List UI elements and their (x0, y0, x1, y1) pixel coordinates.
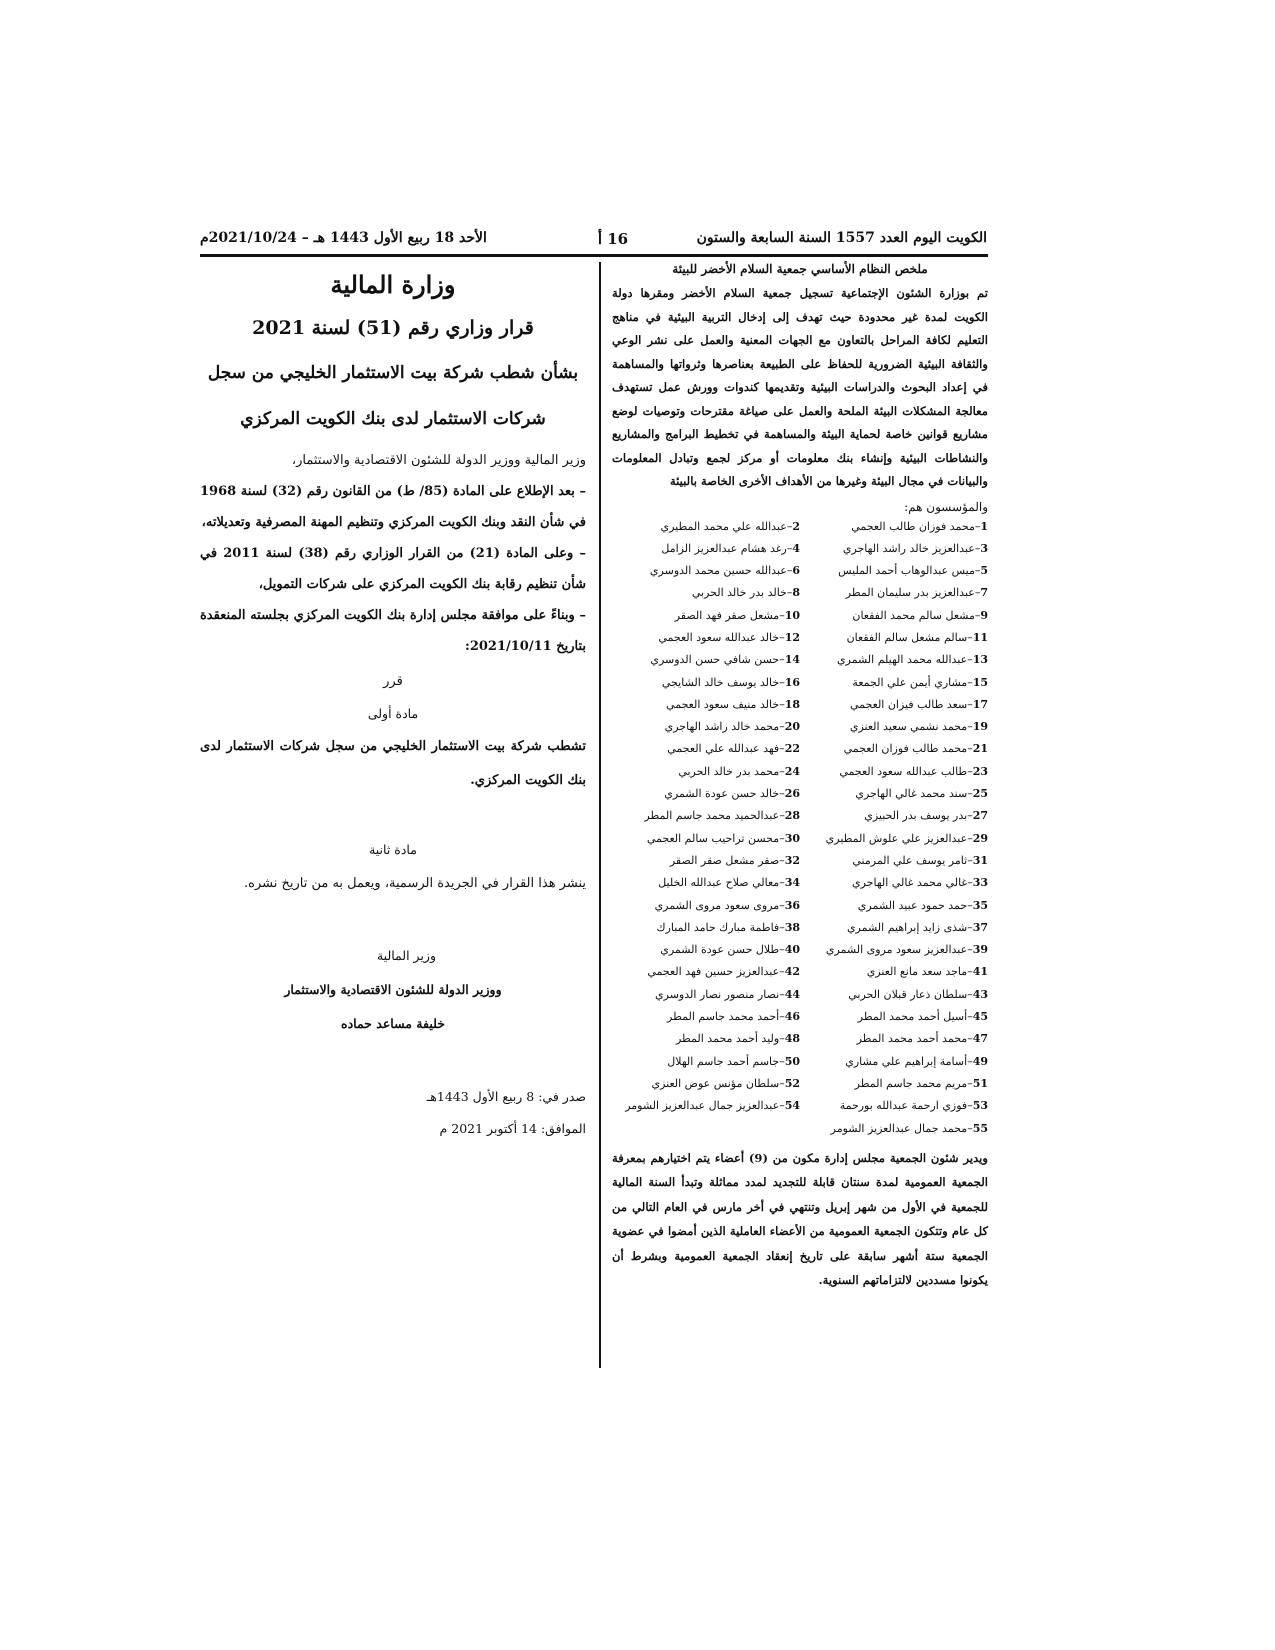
founder-number: 38 (784, 920, 800, 934)
left-column (200, 262, 586, 1145)
founder-name: رغد هشام عبدالعزيز الزامل (661, 541, 787, 555)
founder-number: 27 (972, 809, 988, 823)
founder-name: بدر يوسف بدر الحبيزي (864, 809, 968, 823)
founder-name: سند محمد غالي الهاجري (855, 787, 968, 801)
founder-item: 41–ماجد سعد مانع العنزي (866, 965, 988, 979)
founder-number: 2 (792, 519, 800, 533)
decision-subject-line2: شركات الاستثمار لدى بنك الكويت المركزي (240, 409, 546, 429)
founder-number: 3 (980, 541, 988, 555)
founder-number: 51 (972, 1076, 988, 1090)
founder-name: عبدالعزيز علي علوش المطيري (825, 831, 968, 845)
founder-name: فوزي ارحمة عبدالله بورحمة (839, 1099, 968, 1113)
founder-number: 10 (784, 608, 800, 622)
founder-item: 42–عبدالعزيز حسين فهد العجمي (647, 965, 800, 979)
founder-name: سعد طالب فيزان العجمي (850, 697, 968, 711)
founder-name: محمد طالب فوزان العجمي (843, 742, 968, 756)
founder-item: 49–أسامة إبراهيم علي مشاري (845, 1054, 988, 1068)
founder-name: عبدالله محمد الهيلم الشمري (836, 653, 968, 667)
founder-item: 46–أحمد محمد جاسم المطر (667, 1010, 800, 1024)
founder-number: 53 (972, 1099, 988, 1113)
recital-3: – وبناءً على موافقة مجلس إدارة بنك الكويت المركزي بجلسته المنعقدة بتاريخ 2021/10/11: (200, 608, 586, 654)
founder-number: 31 (972, 853, 988, 867)
founder-number: 14 (784, 653, 800, 667)
article-1-title: مادة أولى (367, 706, 419, 721)
founder-item: 45–أسيل أحمد محمد المطر (857, 1010, 988, 1024)
founder-number: 17 (972, 697, 988, 711)
founder-number: 47 (972, 1032, 988, 1046)
founder-name: جاسم أحمد جاسم الهلال (667, 1054, 780, 1068)
founder-number: 21 (972, 742, 988, 756)
recital-2: – وعلى المادة (21) من القرار الوزاري رقم (38) لسنة 2011 في شأن تنظيم رقابة بنك الكويت المركزي على شركات التمويل، (200, 546, 587, 592)
summary-paragraph: تم بوزارة الشئون الإجتماعية تسجيل جمعية السلام الأخضر ومقرها دولة الكويت لمدة غير محدودة حيث تهدف إلى إدخال التربية البيئية في مناهج التعليم لكافة المراحل بالتعاون مع الجهات المعنية والعمل على نشر الوعي والثقافة البيئية الضرورية للحفاظ على الطبيعة بعناصرها وثرواتها والمساهمة في إعداد البحوث والدراسات البيئية وتقديمها كندوات وورش عمل تستهدف معالجة المشكلات البيئة الملحة والعمل على صياغة مقترحات وتوصيات لوضع مشاريع قوانين خاصة لحماية البيئة والمساهمة في تخطيط البرامج والمشاريع والنشاطات البيئية وإنشاء بنك معلومات أو مركز لجمع وتبادل المعلومات والبيانات في مجال البيئة وغيرها من الأهداف الأخرى الخاصة بالبيئة (612, 286, 988, 488)
header-issue-info: الكويت اليوم العدد 1557 السنة السابعة والستون (696, 230, 987, 246)
founder-name: مروى سعود مروى الشمري (654, 898, 780, 912)
issued-date-hijri: صدر في: 8 ربيع الأول 1443هـ (426, 1089, 586, 1104)
founder-item: 13–عبدالله محمد الهيلم الشمري (836, 653, 988, 667)
signature-name: خليفة مساعد حماده (341, 1016, 445, 1031)
founder-number: 49 (972, 1054, 988, 1068)
founder-number: 8 (792, 586, 800, 600)
founder-name: عبدالله علي محمد المطيري (660, 519, 787, 533)
founder-item: 9–مشعل سالم محمد الفقعان (852, 608, 988, 622)
decided-label: قرر (383, 674, 403, 689)
founder-number: 50 (784, 1054, 800, 1068)
minister-intro: وزير المالية ووزير الدولة للشئون الاقتصادية والاستثمار، (291, 453, 586, 468)
founder-item: 12–خالد عبدالله سعود العجمي (658, 630, 800, 644)
founder-number: 25 (972, 787, 988, 801)
founder-number: 22 (784, 742, 800, 756)
founder-number: 54 (784, 1099, 800, 1113)
founder-item: 17–سعد طالب فيزان العجمي (850, 697, 988, 711)
founder-name: عبدالعزيز حسين فهد العجمي (647, 965, 780, 979)
founder-item: 16–خالد يوسف خالد الشايجي (661, 675, 800, 689)
founder-item: 29–عبدالعزيز علي علوش المطيري (825, 831, 988, 845)
founder-number: 15 (972, 675, 988, 689)
founder-number: 36 (784, 898, 800, 912)
founder-name: خالد بدر خالد الحربي (691, 586, 787, 600)
founder-number: 5 (980, 564, 988, 578)
founder-name: مريم محمد جاسم المطر (854, 1076, 968, 1090)
founder-item: 26–خالد حسن عودة الشمري (664, 787, 800, 801)
header-date: الأحد 18 ربيع الأول 1443 هـ – 2021/10/24م (200, 230, 487, 246)
founder-number: 13 (972, 653, 988, 667)
founder-number: 41 (972, 965, 988, 979)
founders-list (612, 516, 988, 1140)
founder-name: ماجد سعد مانع العنزي (866, 965, 968, 979)
founder-item: 10–مشعل صقر فهد الصقر (674, 608, 800, 622)
founder-name: مشعل صقر فهد الصقر (674, 608, 780, 622)
founder-number: 12 (784, 630, 800, 644)
founder-name: محمد فوزان طالب العجمي (851, 519, 975, 533)
founder-name: خالد يوسف خالد الشايجي (661, 675, 780, 689)
founder-number: 4 (792, 541, 800, 555)
founder-number: 52 (784, 1076, 800, 1090)
founder-name: سلطان مؤنس عوض العنزي (651, 1076, 780, 1090)
founder-name: سالم مشعل سالم الفقعان (846, 630, 968, 644)
founder-number: 42 (784, 965, 800, 979)
founder-item: 18–خالد منيف سعود العجمي (666, 697, 800, 711)
founder-name: عبدالعزيز بدر سليمان المطر (845, 586, 975, 600)
founder-item: 39–عبدالعزيز سعود مروى الشمري (825, 943, 988, 957)
founder-number: 39 (972, 943, 988, 957)
founder-number: 55 (972, 1121, 988, 1135)
founder-number: 19 (972, 720, 988, 734)
founder-item: 38–فاطمة مبارك حامد المبارك (656, 920, 800, 934)
founder-number: 34 (784, 876, 800, 890)
founder-number: 30 (784, 831, 800, 845)
founder-name: خالد منيف سعود العجمي (666, 697, 780, 711)
founder-name: عبدالعزيز جمال عبدالعزيز الشومر (625, 1099, 780, 1113)
founder-name: مشعل سالم محمد الفقعان (852, 608, 975, 622)
founders-label: والمؤسسون هم: (904, 499, 988, 514)
header-page-number: 16 أ (597, 230, 629, 248)
founder-number: 18 (784, 697, 800, 711)
founder-item: 32–صقر مشعل صقر الصقر (669, 853, 800, 867)
column-divider (599, 262, 601, 1368)
founder-item: 8–خالد بدر خالد الحربي (691, 586, 800, 600)
founder-name: شذى زايد إبراهيم الشمري (846, 920, 968, 934)
founder-item: 37–شذى زايد إبراهيم الشمري (846, 920, 988, 934)
founder-item: 11–سالم مشعل سالم الفقعان (846, 630, 988, 644)
founder-item: 55–محمد جمال عبدالعزيز الشومر (830, 1121, 988, 1135)
founder-item: 4–رغد هشام عبدالعزيز الزامل (661, 541, 800, 555)
founder-item: 2–عبدالله علي محمد المطيري (660, 519, 800, 533)
founder-number: 43 (972, 987, 988, 1001)
issued-date-gregorian: الموافق: 14 أكتوبر 2021 م (439, 1121, 586, 1136)
founder-item: 54–عبدالعزيز جمال عبدالعزيز الشومر (625, 1099, 800, 1113)
founder-item: 47–محمد أحمد محمد المطر (856, 1032, 988, 1046)
founder-name: حسن شافي حسن الدوسري (650, 653, 780, 667)
founder-name: محسن تراحيب سالم العجمي (646, 831, 780, 845)
founder-name: عبدالحميد محمد جاسم المطر (644, 809, 780, 823)
founder-number: 9 (980, 608, 988, 622)
founder-item: 51–مريم محمد جاسم المطر (854, 1076, 988, 1090)
article-2-title: مادة ثانية (369, 842, 417, 857)
founder-number: 32 (784, 853, 800, 867)
founder-number: 11 (972, 630, 988, 644)
founder-item: 40–طلال حسن عودة الشمري (660, 943, 800, 957)
founder-number: 40 (784, 943, 800, 957)
founder-number: 44 (784, 987, 800, 1001)
founder-item: 44–نصار منصور نصار الدوسري (655, 987, 800, 1001)
founder-name: محمد بدر خالد الحربي (678, 764, 780, 778)
founder-name: محمد خالد راشد الهاجري (664, 720, 780, 734)
founder-name: أسامة إبراهيم علي مشاري (845, 1054, 968, 1068)
founder-number: 7 (980, 586, 988, 600)
article-1-body: تشطب شركة بيت الاستثمار الخليجي من سجل شركات الاستثمار لدى بنك الكويت المركزي. (200, 739, 586, 788)
founder-number: 24 (784, 764, 800, 778)
founder-item: 34–معالي صلاح عبدالله الخليل (658, 876, 800, 890)
founder-name: سلطان ذعار قبلان الحربي (848, 987, 968, 1001)
founder-name: نصار منصور نصار الدوسري (655, 987, 780, 1001)
founder-item: 31–ثامر يوسف علي المرمني (852, 853, 988, 867)
founder-number: 45 (972, 1010, 988, 1024)
founder-name: عبدالله حسين محمد الدوسري (649, 564, 787, 578)
founder-item: 6–عبدالله حسين محمد الدوسري (649, 564, 800, 578)
founder-name: محمد جمال عبدالعزيز الشومر (830, 1121, 968, 1135)
founder-item: 3–عبدالعزيز خالد راشد الهاجري (842, 541, 988, 555)
founder-name: أسيل أحمد محمد المطر (857, 1010, 968, 1024)
signature-title-2: ووزير الدولة للشئون الاقتصادية والاستثمار (284, 982, 502, 997)
founder-name: فهد عبدالله علي العجمي (667, 742, 780, 756)
founder-item: 30–محسن تراحيب سالم العجمي (646, 831, 800, 845)
founder-item: 36–مروى سعود مروى الشمري (654, 898, 800, 912)
founder-item: 15–مشاري أيمن علي الجمعة (852, 675, 988, 689)
founder-name: طالب عبدالله سعود العجمي (839, 764, 968, 778)
founder-item: 1–محمد فوزان طالب العجمي (851, 519, 988, 533)
founder-number: 16 (784, 675, 800, 689)
right-column (612, 262, 988, 1293)
founder-number: 28 (784, 809, 800, 823)
founder-item: 25–سند محمد غالي الهاجري (855, 787, 988, 801)
founder-name: خالد عبدالله سعود العجمي (658, 630, 780, 644)
founder-number: 46 (784, 1010, 800, 1024)
founder-item: 20–محمد خالد راشد الهاجري (664, 720, 800, 734)
founder-item: 50–جاسم أحمد جاسم الهلال (667, 1054, 800, 1068)
founder-number: 6 (792, 564, 800, 578)
founder-item: 7–عبدالعزيز بدر سليمان المطر (845, 586, 988, 600)
founder-item: 5–ميس عبدالوهاب أحمد المليس (838, 564, 988, 578)
founder-item: 27–بدر يوسف بدر الحبيزي (864, 809, 988, 823)
founder-name: وليد أحمد محمد المطر (675, 1032, 780, 1046)
founder-number: 37 (972, 920, 988, 934)
founder-name: طلال حسن عودة الشمري (660, 943, 780, 957)
header-rule (200, 254, 988, 257)
founder-number: 20 (784, 720, 800, 734)
founder-number: 35 (972, 898, 988, 912)
founder-name: مشاري أيمن علي الجمعة (852, 675, 968, 689)
summary-title: ملخص النظام الأساسي جمعية السلام الأخضر للبيئة (672, 262, 928, 276)
signature-title-1: وزير المالية (376, 948, 436, 963)
founder-item: 53–فوزي ارحمة عبدالله بورحمة (839, 1099, 988, 1113)
founder-name: معالي صلاح عبدالله الخليل (658, 876, 780, 890)
founder-item: 33–غالي محمد غالي الهاجري (852, 876, 988, 890)
founder-name: محمد نشمي سعيد العنزي (849, 720, 968, 734)
ministry-title: وزارة المالية (330, 270, 456, 299)
founder-item: 21–محمد طالب فوزان العجمي (843, 742, 988, 756)
founder-number: 48 (784, 1032, 800, 1046)
founder-item: 52–سلطان مؤنس عوض العنزي (651, 1076, 800, 1090)
founder-number: 23 (972, 764, 988, 778)
founder-name: ثامر يوسف علي المرمني (852, 853, 968, 867)
founder-name: أحمد محمد جاسم المطر (667, 1010, 780, 1024)
founder-item: 23–طالب عبدالله سعود العجمي (839, 764, 988, 778)
founder-item: 28–عبدالحميد محمد جاسم المطر (644, 809, 800, 823)
recital-1: – بعد الإطلاع على المادة (85/ ط) من القانون رقم (32) لسنة 1968 في شأن النقد وبنك الكويت المركزي وتنظيم المهنة المصرفية وتعديلاته، (200, 484, 586, 530)
founder-name: فاطمة مبارك حامد المبارك (656, 920, 780, 934)
founder-number: 29 (972, 831, 988, 845)
founder-name: حمد حمود عبيد الشمري (857, 898, 968, 912)
founder-item: 19–محمد نشمي سعيد العنزي (849, 720, 988, 734)
founder-item: 24–محمد بدر خالد الحربي (678, 764, 800, 778)
founder-name: غالي محمد غالي الهاجري (852, 876, 968, 890)
founder-number: 26 (784, 787, 800, 801)
decision-number: قرار وزاري رقم (51) لسنة 2021 (252, 317, 534, 339)
management-paragraph: ويدير شئون الجمعية مجلس إدارة مكون من (9) أعضاء يتم اختيارهم بمعرفة الجمعية العمومية لمدة سنتان قابلة للتجديد لمدد مماثلة وتبدأ السنة المالية للجمعية في الأول من شهر إبريل وتنتهي في أخر مارس في العام التالي من كل عام وتتكون الجمعية العمومية من الأعضاء العاملية الذين أمضوا في عضوية الجمعية ستة أشهر سابقة على تاريخ إنعقاد الجمعية العمومية وبشرط أن يكونوا مسددين لالتزاماتهم السنوية. (612, 1150, 988, 1288)
founder-item: 43–سلطان ذعار قبلان الحربي (848, 987, 988, 1001)
founder-name: خالد حسن عودة الشمري (664, 787, 780, 801)
founder-item: 22–فهد عبدالله علي العجمي (667, 742, 800, 756)
founder-item: 48–وليد أحمد محمد المطر (675, 1032, 800, 1046)
decision-subject-line1: بشأن شطب شركة بيت الاستثمار الخليجي من سجل (207, 363, 579, 383)
article-2-body: ينشر هذا القرار في الجريدة الرسمية، ويعمل به من تاريخ نشره. (244, 876, 586, 891)
founder-name: عبدالعزيز خالد راشد الهاجري (842, 541, 975, 555)
founder-name: محمد أحمد محمد المطر (856, 1032, 968, 1046)
founder-item: 35–حمد حمود عبيد الشمري (857, 898, 988, 912)
founder-name: صقر مشعل صقر الصقر (669, 853, 780, 867)
founder-number: 33 (972, 876, 988, 890)
founder-name: عبدالعزيز سعود مروى الشمري (825, 943, 968, 957)
founder-name: ميس عبدالوهاب أحمد المليس (838, 564, 975, 578)
founder-item: 14–حسن شافي حسن الدوسري (650, 653, 800, 667)
founder-number: 1 (980, 519, 988, 533)
